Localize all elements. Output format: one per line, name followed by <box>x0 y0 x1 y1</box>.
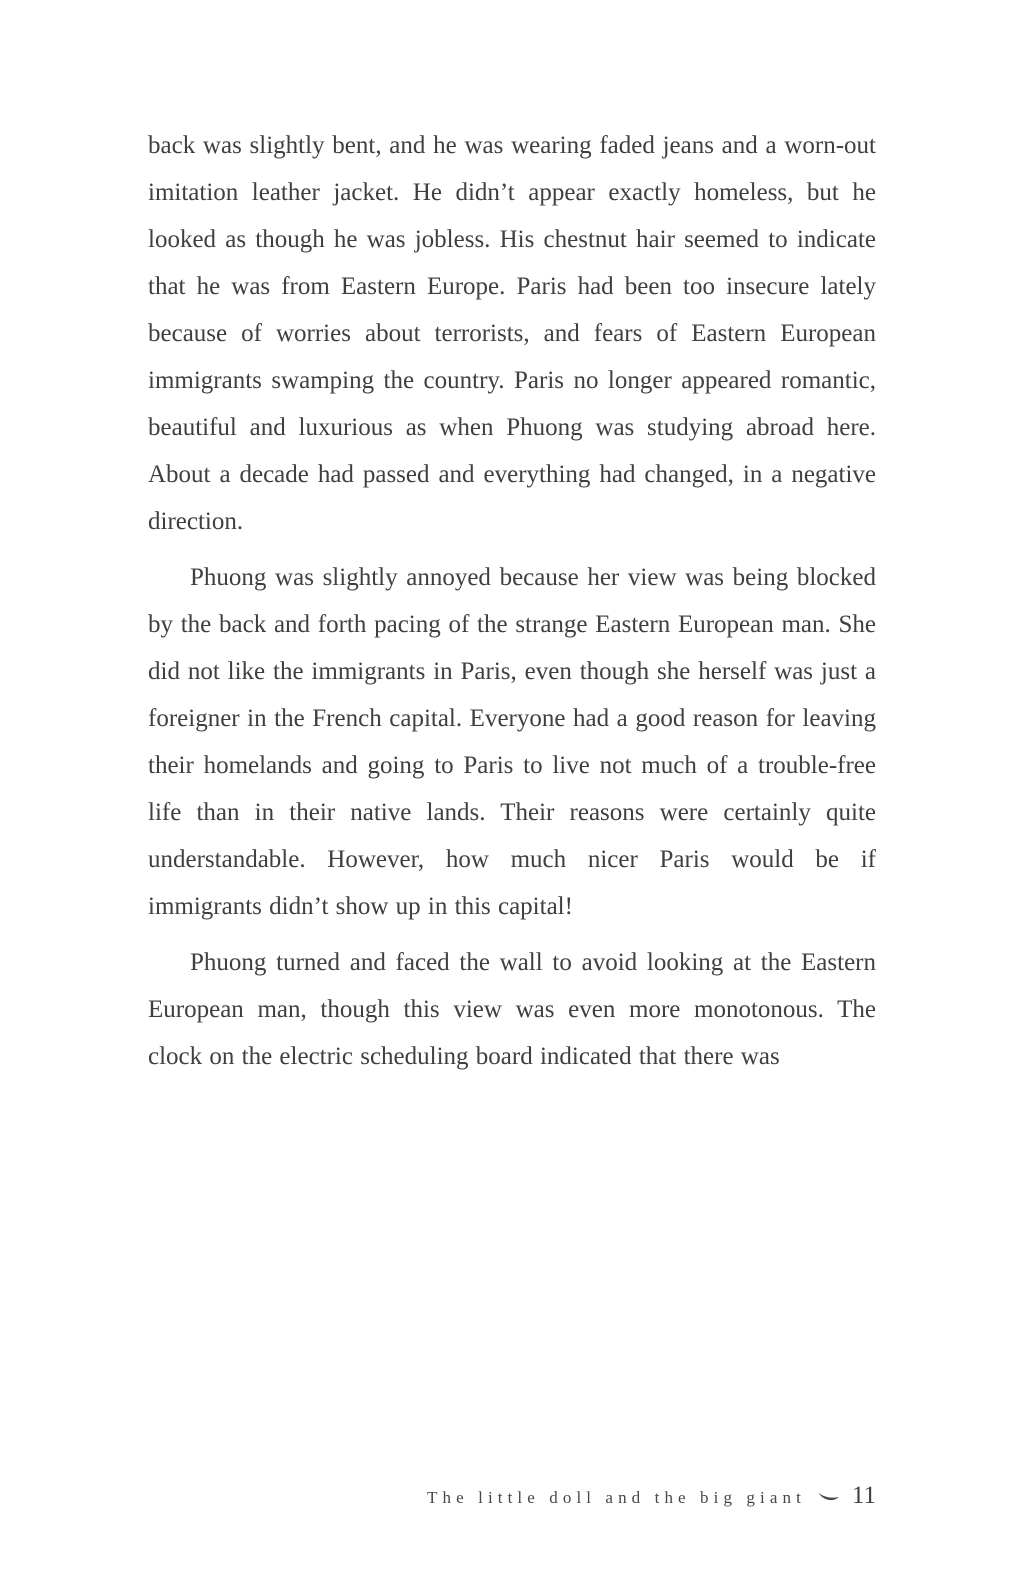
swoosh-ornament-icon <box>818 1491 840 1505</box>
body-paragraph: Phuong turned and faced the wall to avoid looking at the Eastern European man, though this view was even more monotonous. The clock on the electric scheduling board indicated that there was <box>148 949 876 1070</box>
body-paragraph: Phuong was slightly annoyed because her view was being blocked by the back and forth pacing of the strange Eastern European man. She did not like the immigrants in Paris, even though she herself was just a foreigner in the French capital. Everyone had a good reason for leaving their homelands and going to Paris to live not much of a trouble-free life than in their native lands. Their reasons were certainly quite understandable. However, how much nicer Paris would be if immigrants didn’t show up in this capital! <box>148 564 876 920</box>
page-number: 11 <box>851 1482 876 1509</box>
footer-book-title: The little doll and the big giant <box>427 1488 806 1507</box>
body-paragraph: back was slightly bent, and he was wearing faded jeans and a worn-out imitation leather jacket. He didn’t appear exactly homeless, but he looked as though he was jobless. His chestnut hair seemed to indicate that he was from Eastern Europe. Paris had been too insecure lately because of worries about terrorists, and fears of Eastern European immigrants swamping the country. Paris no longer appeared romantic, beautiful and luxurious as when Phuong was studying abroad here. About a decade had passed and everything had changed, in a negative direction. <box>148 132 876 535</box>
page-text-block <box>148 122 876 1089</box>
page-footer <box>148 1482 876 1510</box>
